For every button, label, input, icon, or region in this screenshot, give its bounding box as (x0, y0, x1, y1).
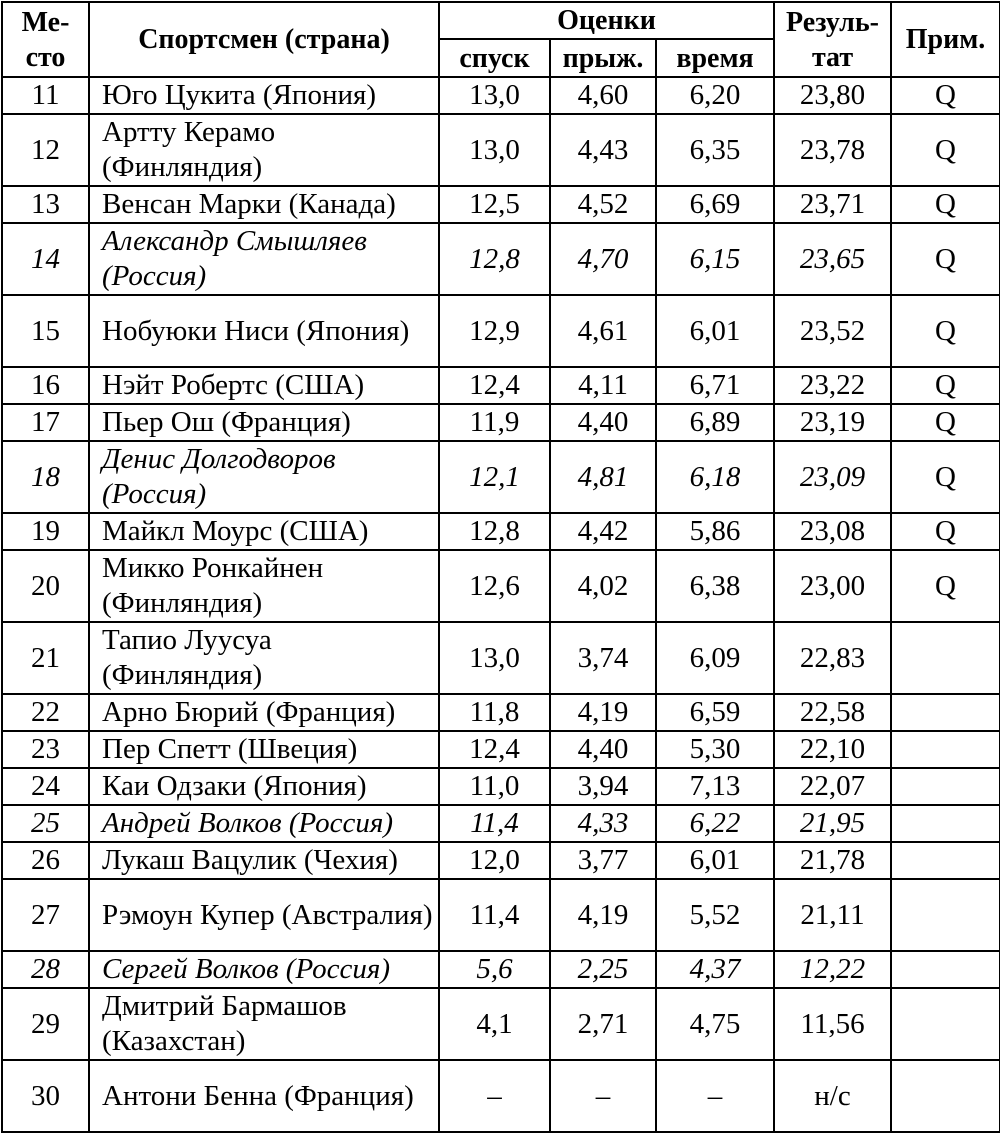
note-cell (891, 951, 1000, 988)
athlete-cell: Арно Бюрий (Франция) (89, 694, 439, 731)
descent-score-cell: – (439, 1060, 550, 1132)
table-row (2, 404, 1000, 441)
descent-score-cell: 4,1 (439, 988, 550, 1060)
place-cell: 26 (2, 842, 89, 879)
descent-score-cell: 13,0 (439, 114, 550, 186)
table-row (2, 879, 1000, 951)
result-cell: 21,11 (774, 879, 891, 951)
note-cell (891, 842, 1000, 879)
jumps-score-cell: – (550, 1060, 656, 1132)
place-cell: 25 (2, 805, 89, 842)
descent-score-cell: 12,4 (439, 731, 550, 768)
table-row (2, 1060, 1000, 1132)
jumps-score-cell: 4,33 (550, 805, 656, 842)
table-row (2, 367, 1000, 404)
jumps-score-cell: 2,25 (550, 951, 656, 988)
result-cell: 11,56 (774, 988, 891, 1060)
header-result: Резуль- тат (774, 2, 891, 77)
table-row (2, 694, 1000, 731)
result-cell: 23,52 (774, 295, 891, 367)
time-score-cell: 6,15 (656, 223, 774, 295)
jumps-score-cell: 2,71 (550, 988, 656, 1060)
result-cell: 23,78 (774, 114, 891, 186)
jumps-score-cell: 4,43 (550, 114, 656, 186)
jumps-score-cell: 4,40 (550, 731, 656, 768)
descent-score-cell: 13,0 (439, 77, 550, 114)
note-cell: Q (891, 550, 1000, 622)
athlete-cell: Дмитрий Бармашов (Казахстан) (89, 988, 439, 1060)
results-table (1, 1, 1000, 1133)
result-cell: 21,95 (774, 805, 891, 842)
table-row (2, 295, 1000, 367)
athlete-cell: Денис Долгодворов (Россия) (89, 441, 439, 513)
athlete-cell: Антони Бенна (Франция) (89, 1060, 439, 1132)
jumps-score-cell: 3,77 (550, 842, 656, 879)
jumps-score-cell: 3,94 (550, 768, 656, 805)
descent-score-cell: 11,0 (439, 768, 550, 805)
athlete-cell: Майкл Моурс (США) (89, 513, 439, 550)
note-cell (891, 879, 1000, 951)
header-athlete: Спортсмен (страна) (89, 2, 439, 77)
descent-score-cell: 12,8 (439, 223, 550, 295)
time-score-cell: 6,01 (656, 295, 774, 367)
descent-score-cell: 13,0 (439, 622, 550, 694)
table-row (2, 768, 1000, 805)
result-cell: 21,78 (774, 842, 891, 879)
table-row (2, 223, 1000, 295)
result-cell: 22,58 (774, 694, 891, 731)
table-row (2, 951, 1000, 988)
result-cell: 22,07 (774, 768, 891, 805)
time-score-cell: 6,20 (656, 77, 774, 114)
result-cell: 23,00 (774, 550, 891, 622)
athlete-cell: Венсан Марки (Канада) (89, 186, 439, 223)
jumps-score-cell: 4,52 (550, 186, 656, 223)
result-cell: 22,83 (774, 622, 891, 694)
athlete-cell: Андрей Волков (Россия) (89, 805, 439, 842)
result-cell: 23,08 (774, 513, 891, 550)
place-cell: 11 (2, 77, 89, 114)
result-cell: 22,10 (774, 731, 891, 768)
athlete-cell: Нэйт Робертс (США) (89, 367, 439, 404)
jumps-score-cell: 4,42 (550, 513, 656, 550)
place-cell: 14 (2, 223, 89, 295)
athlete-cell: Лукаш Вацулик (Чехия) (89, 842, 439, 879)
descent-score-cell: 12,4 (439, 367, 550, 404)
table-row (2, 842, 1000, 879)
jumps-score-cell: 3,74 (550, 622, 656, 694)
place-cell: 23 (2, 731, 89, 768)
athlete-cell: Нобуюки Ниси (Япония) (89, 295, 439, 367)
place-cell: 15 (2, 295, 89, 367)
place-cell: 30 (2, 1060, 89, 1132)
place-cell: 21 (2, 622, 89, 694)
jumps-score-cell: 4,19 (550, 879, 656, 951)
note-cell: Q (891, 441, 1000, 513)
descent-score-cell: 11,9 (439, 404, 550, 441)
note-cell: Q (891, 186, 1000, 223)
athlete-cell: Каи Одзаки (Япония) (89, 768, 439, 805)
place-cell: 19 (2, 513, 89, 550)
table-row (2, 731, 1000, 768)
result-cell: 23,19 (774, 404, 891, 441)
note-cell: Q (891, 77, 1000, 114)
time-score-cell: 5,52 (656, 879, 774, 951)
table-row (2, 441, 1000, 513)
table-row (2, 513, 1000, 550)
header-time: время (656, 39, 774, 77)
result-cell: 12,22 (774, 951, 891, 988)
jumps-score-cell: 4,40 (550, 404, 656, 441)
descent-score-cell: 5,6 (439, 951, 550, 988)
note-cell: Q (891, 114, 1000, 186)
note-cell: Q (891, 367, 1000, 404)
note-cell (891, 1060, 1000, 1132)
header-scores: Оценки (439, 2, 774, 39)
time-score-cell: 6,69 (656, 186, 774, 223)
place-cell: 22 (2, 694, 89, 731)
descent-score-cell: 12,1 (439, 441, 550, 513)
result-cell: 23,22 (774, 367, 891, 404)
place-cell: 13 (2, 186, 89, 223)
note-cell (891, 988, 1000, 1060)
jumps-score-cell: 4,61 (550, 295, 656, 367)
descent-score-cell: 12,5 (439, 186, 550, 223)
time-score-cell: 6,01 (656, 842, 774, 879)
place-cell: 27 (2, 879, 89, 951)
time-score-cell: 6,35 (656, 114, 774, 186)
athlete-cell: Пьер Ош (Франция) (89, 404, 439, 441)
table-row (2, 186, 1000, 223)
note-cell (891, 731, 1000, 768)
athlete-cell: Микко Ронкайнен (Финляндия) (89, 550, 439, 622)
result-cell: 23,71 (774, 186, 891, 223)
place-cell: 28 (2, 951, 89, 988)
result-cell: 23,09 (774, 441, 891, 513)
note-cell (891, 694, 1000, 731)
place-cell: 20 (2, 550, 89, 622)
place-cell: 17 (2, 404, 89, 441)
jumps-score-cell: 4,02 (550, 550, 656, 622)
time-score-cell: 4,75 (656, 988, 774, 1060)
note-cell: Q (891, 404, 1000, 441)
time-score-cell: 5,86 (656, 513, 774, 550)
descent-score-cell: 12,8 (439, 513, 550, 550)
time-score-cell: – (656, 1060, 774, 1132)
jumps-score-cell: 4,11 (550, 367, 656, 404)
time-score-cell: 6,89 (656, 404, 774, 441)
header-place: Ме- сто (2, 2, 89, 77)
table-row (2, 622, 1000, 694)
table-row (2, 988, 1000, 1060)
note-cell: Q (891, 513, 1000, 550)
descent-score-cell: 11,4 (439, 805, 550, 842)
header-note: Прим. (891, 2, 1000, 77)
results-body (2, 77, 1000, 1132)
athlete-cell: Рэмоун Купер (Австралия) (89, 879, 439, 951)
note-cell (891, 622, 1000, 694)
result-cell: 23,80 (774, 77, 891, 114)
header-jumps: прыж. (550, 39, 656, 77)
header-descent: спуск (439, 39, 550, 77)
time-score-cell: 6,22 (656, 805, 774, 842)
place-cell: 18 (2, 441, 89, 513)
time-score-cell: 6,59 (656, 694, 774, 731)
time-score-cell: 6,38 (656, 550, 774, 622)
note-cell (891, 805, 1000, 842)
descent-score-cell: 11,4 (439, 879, 550, 951)
jumps-score-cell: 4,19 (550, 694, 656, 731)
result-cell: 23,65 (774, 223, 891, 295)
table-row (2, 77, 1000, 114)
descent-score-cell: 12,6 (439, 550, 550, 622)
place-cell: 12 (2, 114, 89, 186)
athlete-cell: Артту Керамо (Финляндия) (89, 114, 439, 186)
place-cell: 24 (2, 768, 89, 805)
descent-score-cell: 11,8 (439, 694, 550, 731)
table-row (2, 550, 1000, 622)
time-score-cell: 6,71 (656, 367, 774, 404)
result-cell: н/с (774, 1060, 891, 1132)
jumps-score-cell: 4,70 (550, 223, 656, 295)
athlete-cell: Тапио Луусуа (Финляндия) (89, 622, 439, 694)
time-score-cell: 5,30 (656, 731, 774, 768)
athlete-cell: Александр Смышляев (Россия) (89, 223, 439, 295)
place-cell: 29 (2, 988, 89, 1060)
header-row (2, 2, 1000, 39)
note-cell (891, 768, 1000, 805)
descent-score-cell: 12,9 (439, 295, 550, 367)
athlete-cell: Юго Цукита (Япония) (89, 77, 439, 114)
place-cell: 16 (2, 367, 89, 404)
athlete-cell: Сергей Волков (Россия) (89, 951, 439, 988)
table-row (2, 114, 1000, 186)
time-score-cell: 4,37 (656, 951, 774, 988)
time-score-cell: 6,18 (656, 441, 774, 513)
jumps-score-cell: 4,60 (550, 77, 656, 114)
jumps-score-cell: 4,81 (550, 441, 656, 513)
athlete-cell: Пер Спетт (Швеция) (89, 731, 439, 768)
note-cell: Q (891, 223, 1000, 295)
table-row (2, 805, 1000, 842)
time-score-cell: 7,13 (656, 768, 774, 805)
note-cell: Q (891, 295, 1000, 367)
time-score-cell: 6,09 (656, 622, 774, 694)
descent-score-cell: 12,0 (439, 842, 550, 879)
